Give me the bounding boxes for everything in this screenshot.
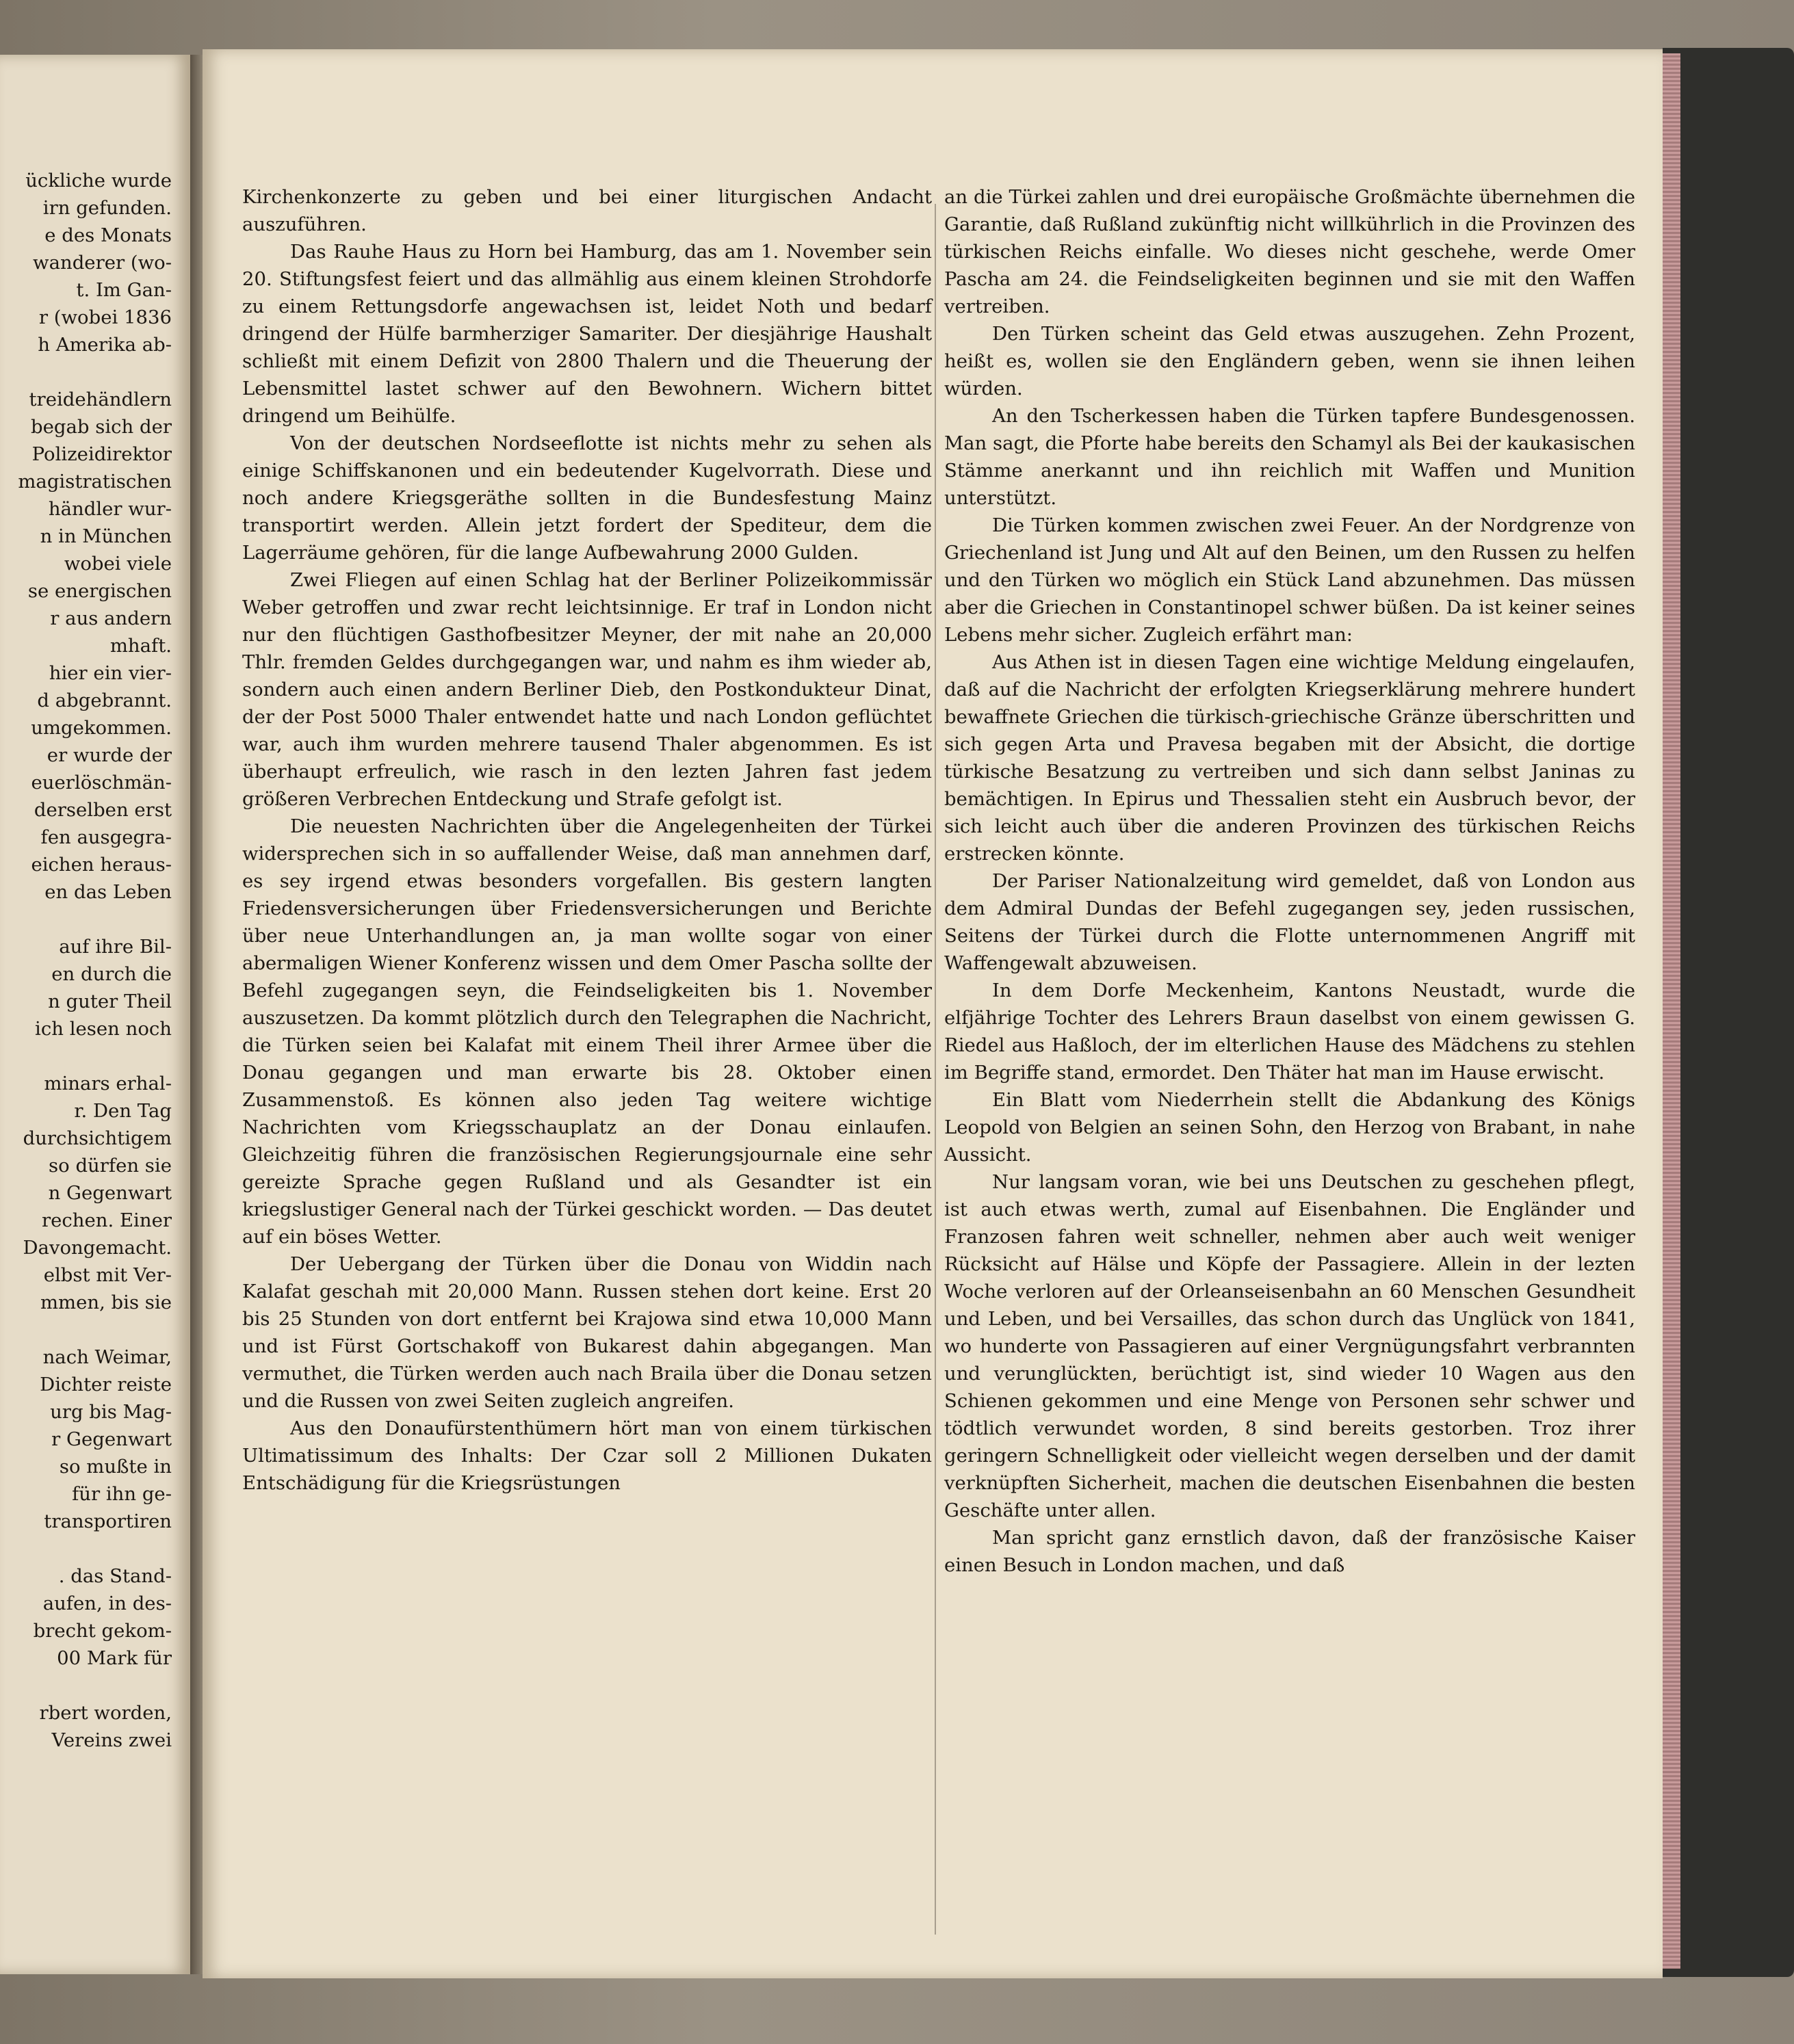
left-fragment-line (4, 358, 172, 386)
paragraph: Von der deutschen Nordseeflotte ist nichts mehr zu sehen als einige Schiffskanonen und ein bedeutender Kugelvorrath. Diese und noch andere Kriegsgeräthe sollten in die Bundesfestung Mainz transportirt werden. Allein jetzt fordert der Spediteur, dem die Lagerräume gehören, für die lange Aufbewahrung 2000 Gulden. (242, 432, 932, 564)
paragraph: Aus Athen ist in diesen Tagen eine wichtige Meldung eingelaufen, daß auf die Nachricht der erfolgten Kriegserklärung mehrere hundert bewaffnete Griechen die türkisch-griechische Gränze überschritten und sich gegen Arta und Pravesa begaben mit der Absicht, die dortige türkische Besatzung zu vertreiben und sich dann selbst Janinas zu bemächtigen. In Epirus und Thessalien steht ein Ausbruch bevor, der sich leicht auch über die anderen Provinzen des türkischen Reichs erstrecken könnte. (944, 651, 1635, 865)
paragraph: Man spricht ganz ernstlich davon, daß der französische Kaiser einen Besuch in London machen, und daß (944, 1527, 1635, 1576)
left-fragment-line: elbst mit Ver- (43, 1264, 172, 1286)
left-fragment-line: er wurde der (47, 744, 172, 766)
left-fragment-line: rechen. Einer (41, 1209, 172, 1231)
left-fragment-line: so mußte in (59, 1456, 172, 1478)
left-fragment-line: n guter Theil (48, 991, 172, 1012)
left-fragment-line: euerlöschmän- (31, 772, 172, 794)
paragraph: Nur langsam voran, wie bei uns Deutschen zu geschehen pflegt, ist auch etwas werth, zumal auf Eisenbahnen. Die Engländer und Franzosen fahren weit schneller, nehmen aber auch weit weniger Rücksicht auf Hälse und Köpfe der Passagiere. Allein in der lezten Woche verloren auf der Orleanseisenbahn an 60 Menschen Gesundheit und Leben, und bei Versailles, das schon durch das Unglück von 1841, wo hunderte von Passagieren auf einer Vergnügungsfahrt verbrannten und verunglückten, berüchtigt ist, sind wieder 10 Wagen aus den Schienen gekommen und eine Menge von Personen sehr schwer und tödtlich verwundet worden, 8 sind bereits gestorben. Troz ihrer geringern Schnelligkeit oder vielleicht wegen derselben und der damit verknüpften Sicherheit, machen die deutschen Eisenbahnen die besten Geschäfte unter allen. (944, 1171, 1635, 1521)
left-fragment-line: Davongemacht. (23, 1237, 172, 1259)
left-fragment-line: begab sich der (30, 416, 172, 438)
left-fragment-line: hier ein vier- (49, 662, 172, 684)
paragraph: an die Türkei zahlen und drei europäische Großmächte übernehmen die Garantie, daß Rußland zukünftig nicht willkührlich in die Provinzen des türkischen Reichs einfalle. Wo dieses nicht geschehe, werde Omer Pascha am 24. die Feindseligkeiten beginnen und sie mit den Waffen vertreiben. (944, 186, 1635, 317)
left-page-text (0, 167, 172, 1754)
page-edges (1663, 53, 1680, 1969)
left-fragment-line: auf ihre Bil- (59, 936, 172, 958)
left-fragment-line: d abgebrannt. (37, 690, 172, 711)
paragraph: Der Pariser Nationalzeitung wird gemeldet, daß von London aus dem Admiral Dundas der Befehl zugegangen sey, jeden russischen, Seitens der Türkei durch die Flotte unternommenen Angriff mit Waffengewalt abzuweisen. (944, 870, 1635, 974)
left-fragment-line: durchsichtigem (23, 1127, 172, 1149)
left-fragment-line: en durch die (51, 963, 172, 985)
left-fragment-line: ich lesen noch (35, 1018, 172, 1040)
book-cover-binding (1663, 48, 1794, 1977)
column-1 (242, 183, 932, 1497)
left-fragment-line: treidehändlern (29, 389, 172, 410)
left-fragment-line: Polizeidirektor (31, 443, 172, 465)
left-fragment-line: fen ausgegra- (40, 826, 172, 848)
left-fragment-line: brecht gekom- (33, 1620, 172, 1642)
paragraph: Die neuesten Nachrichten über die Angelegenheiten der Türkei widersprechen sich in so auffallender Weise, daß man annehmen darf, es sey irgend etwas besonders vorgefallen. Bis gestern langten Friedensversicherungen über Friedensversicherungen und Berichte über neue Unterhandlungen an, ja man wollte sogar von einer abermaligen Wiener Konferenz wissen und dem Omer Pascha sollte der Befehl zugegangen seyn, die Feindseligkeiten bis 1. November auszusetzen. Da kommt plötzlich durch den Telegraphen die Nachricht, die Türken seien bei Kalafat mit einem Theil ihrer Armee über die Donau gegangen und man erwarte bis 28. Oktober einen Zusammenstoß. Es können also jeden Tag weitere wichtige Nachrichten vom Kriegsschauplatz an der Donau einlaufen. Gleichzeitig führen die französischen Regierungsjournale eine sehr gereizte Sprache gegen Rußland und als Gesandter ist ein kriegslustiger General nach der Türkei geschickt worden. — Das deutet auf ein böses Wetter. (242, 815, 932, 1248)
left-fragment-line: so dürfen sie (49, 1155, 172, 1177)
paragraph: In dem Dorfe Meckenheim, Kantons Neustadt, wurde die elfjährige Tochter des Lehrers Braun daselbst von einem gewissen G. Riedel aus Haßloch, der im elterlichen Hause des Mädchens zu stehlen im Begriffe stand, ermordet. Den Thäter hat man im Hause erwischt. (944, 980, 1635, 1084)
left-page (0, 55, 190, 1974)
paragraph: Die Türken kommen zwischen zwei Feuer. An der Nordgrenze von Griechenland ist Jung und Alt auf den Beinen, um den Russen zu helfen und den Türken wo möglich ein Stück Land abzunehmen. Das müssen aber die Griechen in Constantinopel schwer büßen. Da ist keiner seines Lebens mehr sicher. Zugleich erfährt man: (944, 514, 1635, 646)
left-fragment-line: rbert worden, (39, 1702, 172, 1724)
right-page (203, 49, 1663, 1978)
left-fragment-line: . das Stand- (58, 1565, 172, 1587)
paragraph: An den Tscherkessen haben die Türken tapfere Bundesgenossen. Man sagt, die Pforte habe bereits den Schamyl als Bei der kaukasischen Stämme anerkannt und ihn reichlich mit Waffen und Munition unterstützt. (944, 405, 1635, 509)
left-fragment-line: Dichter reiste (40, 1374, 172, 1396)
left-fragment-line: minars erhal- (44, 1073, 172, 1095)
left-fragment-line: se energischen (27, 580, 172, 602)
left-fragment-line: Vereins zwei (51, 1729, 172, 1751)
left-fragment-line: magistratischen (18, 471, 172, 493)
left-fragment-line: umgekommen. (31, 717, 172, 739)
left-fragment-line: n Gegenwart (48, 1182, 172, 1204)
left-fragment-line: nach Weimar, (42, 1346, 172, 1368)
book-gutter (190, 55, 203, 1974)
column-2 (944, 183, 1635, 1579)
paragraph: Den Türken scheint das Geld etwas auszugehen. Zehn Prozent, heißt es, wollen sie den Engländern geben, wenn sie ihnen leihen würden. (944, 323, 1635, 399)
paragraph: Zwei Fliegen auf einen Schlag hat der Berliner Polizeikommissär Weber getroffen und zwar recht leichtsinnige. Er traf in London nicht nur den flüchtigen Gasthofbesitzer Meyner, der mit nahe an 20,000 Thlr. fremden Geldes durchgegangen war, und nahm es ihm wieder ab, sondern auch einen andern Berliner Dieb, den Postkondukteur Dinat, der der Post 5000 Thaler entwendet hatte und nach London geflüchtet war, auch ihm wurden mehrere tausend Thaler abgenommen. Es ist überhaupt erfreulich, wie rasch in den lezten Jahren fast jedem größeren Verbrechen Entdeckung und Strafe gefolgt ist. (242, 569, 932, 810)
left-fragment-line: aufen, in des- (42, 1593, 172, 1614)
left-fragment-line: en das Leben (44, 881, 172, 903)
left-fragment-line: r (wobei 1836 (38, 306, 172, 328)
left-fragment-line (4, 1535, 172, 1562)
paragraph: Der Uebergang der Türken über die Donau von Widdin nach Kalafat geschah mit 20,000 Mann. Russen stehen dort keine. Erst 20 bis 25 Stunden von dort entfernt bei Krajowa sind etwa 10,000 Mann und ist Fürst Gortschakoff von Bukarest dahin abgegangen. Man vermuthet, die Türken werden auch nach Braila über die Donau setzen und die Russen von zwei Seiten zugleich angreifen. (242, 1253, 932, 1412)
left-fragment-line: wanderer (wo- (33, 252, 172, 274)
left-fragment-line: 00 Mark für (57, 1647, 172, 1669)
left-fragment-line: mmen, bis sie (40, 1292, 172, 1313)
left-fragment-line (4, 906, 172, 933)
left-fragment-line: für ihn ge- (72, 1483, 172, 1505)
paragraph: Ein Blatt vom Niederrhein stellt die Abdankung des Königs Leopold von Belgien an seinen Sohn, den Herzog von Brabant, in nahe Aussicht. (944, 1089, 1635, 1166)
left-fragment-line (4, 1672, 172, 1699)
left-fragment-line (4, 1043, 172, 1070)
left-fragment-line: h Amerika ab- (38, 334, 172, 356)
column-divider (935, 204, 936, 1935)
left-fragment-line: transportiren (44, 1510, 172, 1532)
left-fragment-line: irn gefunden. (42, 197, 172, 219)
left-fragment-line: derselben erst (34, 799, 172, 821)
left-fragment-line: r. Den Tag (74, 1100, 172, 1122)
paragraph: Das Rauhe Haus zu Horn bei Hamburg, das am 1. November sein 20. Stiftungsfest feiert und das allmählig aus einem kleinen Strohdorfe zu einem Rettungsdorfe angewachsen ist, leidet Noth und bedarf dringend der Hülfe barmherziger Samariter. Der diesjährige Haushalt schließt mit einem Defizit von 2800 Thalern und die Theuerung der Lebensmittel lastet schwer auf den Bewohnern. Wichern bittet dringend um Beihülfe. (242, 241, 932, 427)
left-fragment-line: t. Im Gan- (76, 279, 172, 301)
left-fragment-line: mhaft. (109, 635, 172, 657)
left-fragment-line (4, 1316, 172, 1344)
left-fragment-line: r aus andern (50, 607, 172, 629)
paragraph: Kirchenkonzerte zu geben und bei einer liturgischen Andacht auszuführen. (242, 186, 932, 235)
left-fragment-line: urg bis Mag- (50, 1401, 172, 1423)
paragraph: Aus den Donaufürstenthümern hört man von einem türkischen Ultimatissimum des Inhalts: Der Czar soll 2 Millionen Dukaten Entschädigung für die Kriegsrüstungen (242, 1417, 932, 1494)
left-fragment-line: r Gegenwart (51, 1428, 172, 1450)
left-fragment-line: n in München (40, 525, 172, 547)
left-fragment-line: wobei viele (64, 553, 172, 575)
left-fragment-line: ückliche wurde (25, 170, 172, 192)
left-fragment-line: eichen heraus- (31, 854, 172, 876)
left-fragment-line: händler wur- (48, 498, 172, 520)
left-fragment-line: e des Monats (44, 224, 172, 246)
